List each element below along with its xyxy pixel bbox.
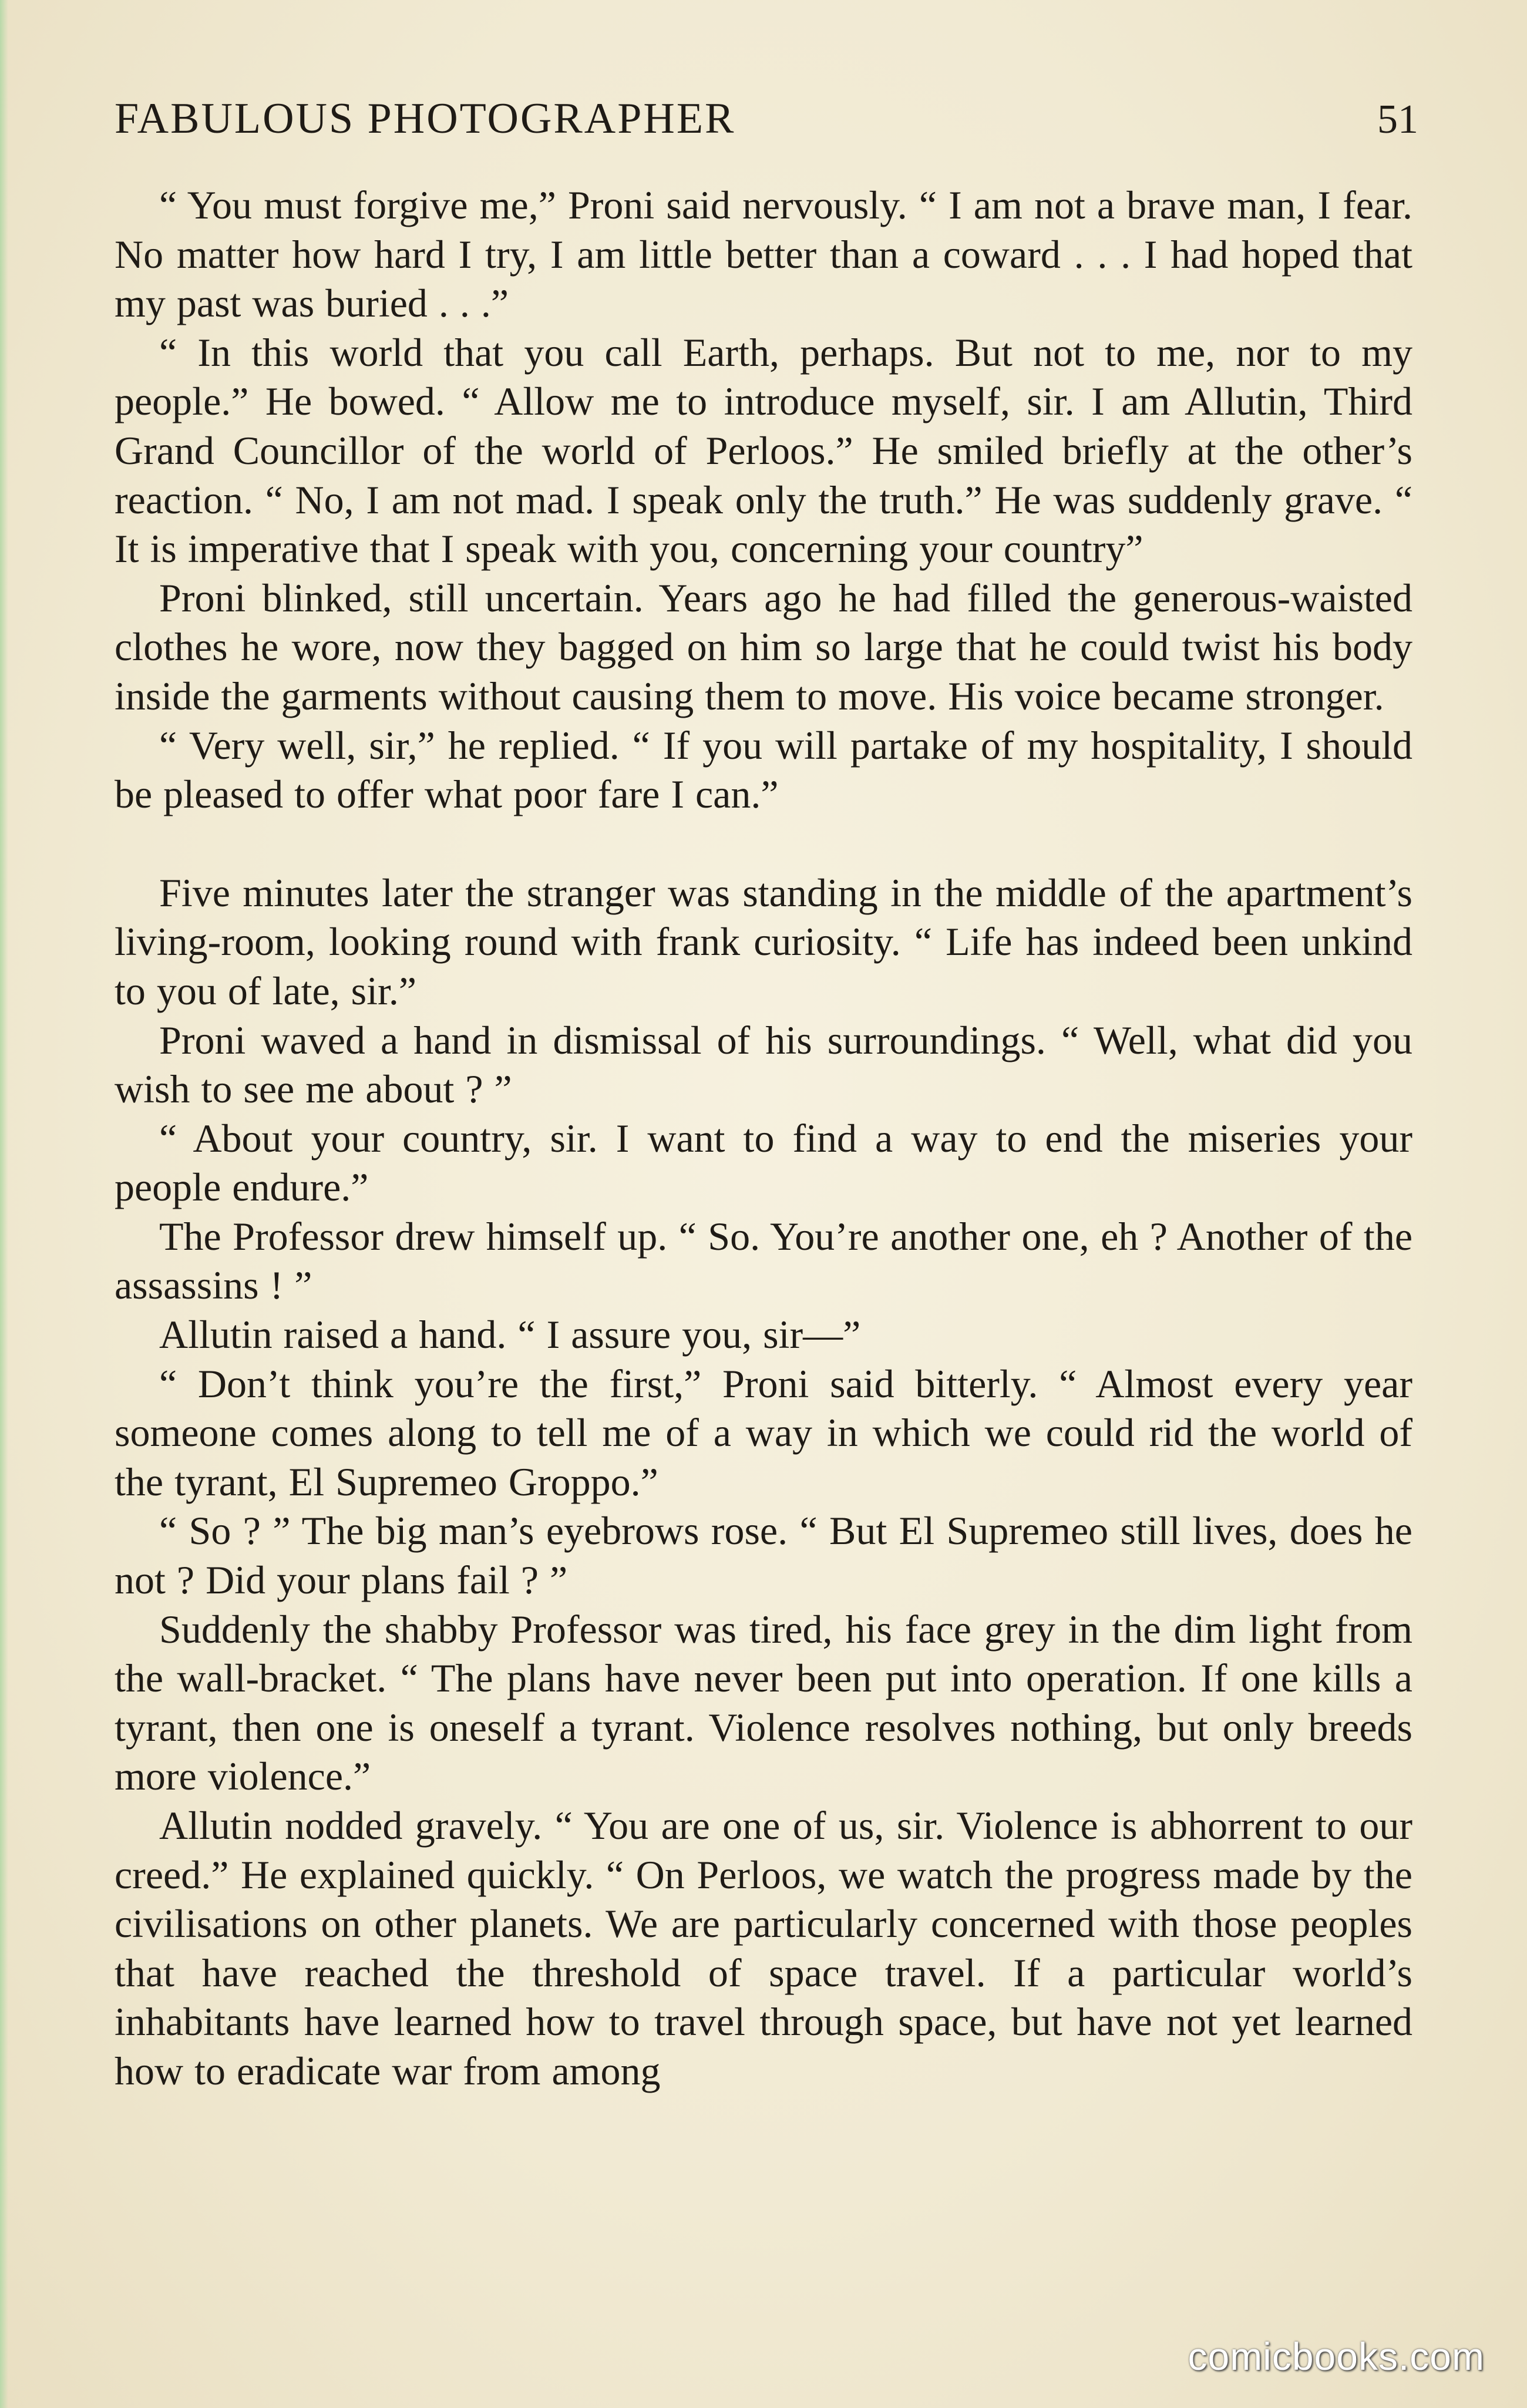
section-break [115,819,1412,869]
paragraph: “ About your country, sir. I want to find a way to end the miseries your people endure.” [115,1115,1412,1210]
book-page [115,94,1418,2096]
paragraph: The Professor drew himself up. “ So. You’re another one, eh ? Another of the assassins ! ” [115,1213,1412,1308]
paragraph: “ Don’t think you’re the first,” Proni said bitterly. “ Almost every year someone comes along to tell me of a way in which we could rid the world of the tyrant, El Supremeo Groppo.” [115,1361,1412,1504]
paragraph: “ You must forgive me,” Proni said nervously. “ I am not a brave man, I fear. No matter how hard I try, I am little better than a coward . . . I had hoped that my past was buried . . .” [115,183,1412,326]
paragraph: Five minutes later the stranger was standing in the middle of the apartment’s living-room, looking round with frank curiosity. “ Life has indeed been unkind to you of late, sir.” [115,870,1412,1013]
body-text [115,181,1412,2096]
paragraph: Allutin raised a hand. “ I assure you, sir—” [159,1312,861,1357]
paragraph: Allutin nodded gravely. “ You are one of us, sir. Violence is abhorrent to our creed.” He explained quickly. “ On Perloos, we watch the progress made by the civilisations on other planets. We are particularly concerned with those peoples that have reached the threshold of space travel. If a particular world’s inhabitants have learned how to travel through space, but have not yet learned how to eradicate war from among [115,1803,1412,2093]
page-edge-tint [0,0,8,2408]
paragraph: “ So ? ” The big man’s eyebrows rose. “ But El Supremeo still lives, does he not ? Did your plans fail ? ” [115,1508,1412,1603]
watermark: comicbooks.com [1188,2335,1485,2378]
paragraph: “ In this world that you call Earth, perhaps. But not to me, nor to my people.” He bowed. “ Allow me to introduce myself, sir. I am Allutin, Third Grand Councillor of the world of Perloos.” He smiled briefly at the other’s reaction. “ No, I am not mad. I speak only the truth.” He was suddenly grave. “ It is imperative that I speak with you, concerning your country” [115,329,1412,571]
paragraph: “ Very well, sir,” he replied. “ If you will partake of my hospitality, I should be pleased to offer what poor fare I can.” [115,722,1412,817]
paragraph: Suddenly the shabby Professor was tired, his face grey in the dim light from the wall-bracket. “ The plans have never been put into operation. If one kills a tyrant, then one is oneself a tyrant. Violence resolves nothing, but only breeds more violence.” [115,1606,1412,1799]
page-number: 51 [1377,97,1418,142]
chapter-title: FABULOUS PHOTOGRAPHER [115,95,736,143]
running-head [115,94,1418,164]
paragraph: Proni waved a hand in dismissal of his surroundings. “ Well, what did you wish to see me about ? ” [115,1017,1412,1112]
paragraph: Proni blinked, still uncertain. Years ago he had filled the generous-waisted clothes he wore, now they bagged on him so large that he could twist his body inside the garments without causing them to move. His voice became stronger. [115,575,1412,718]
